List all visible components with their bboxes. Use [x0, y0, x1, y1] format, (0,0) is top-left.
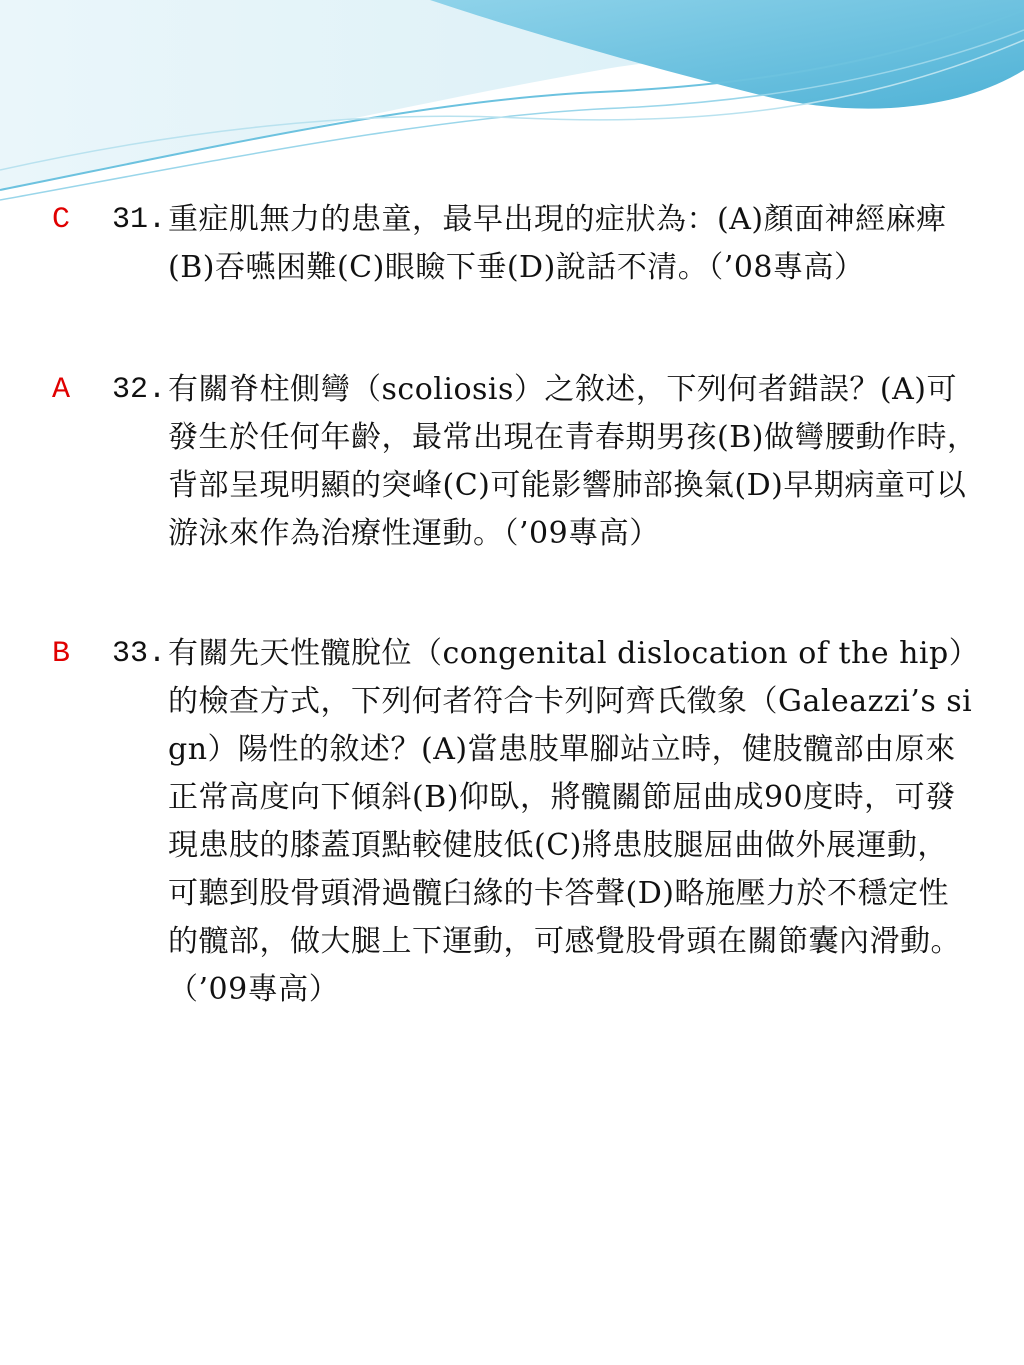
question-text: 有關脊柱側彎（scoliosis）之敘述，下列何者錯誤？(A)可發生於任何年齡，最常出現在青春期男孩(B)做彎腰動作時，背部呈現明顯的突峰(C)可能影響肺部換氣(D)早期病童可以游泳來作為治療性運動。（’09專高） [168, 372, 978, 551]
question-number: 33. [112, 637, 167, 671]
question-text: 重症肌無力的患童，最早出現的症狀為：(A)顏面神經麻痺(B)吞嚥困難(C)眼瞼下垂(D)說話不清。（’08專高） [168, 202, 947, 285]
answer-label: B [52, 637, 71, 671]
answer-label: A [52, 373, 71, 407]
question-number: 31. [112, 203, 167, 237]
question-number: 32. [112, 373, 167, 407]
answer-label: C [52, 203, 71, 237]
question-text: 有關先天性髖脫位（congenital dislocation of the hip）的檢查方式，下列何者符合卡列阿齊氏徵象（Galeazzi’s sign）陽性的敘述？(A)當患肢單腳站立時，健肢髖部由原來正常高度向下傾斜(B)仰臥，將髖關節屈曲成90度時，可發現患肢的膝蓋頂點較健肢低(C)將患肢腿屈曲做外展運動，可聽到股骨頭滑過髖臼緣的卡答聲(D)略施壓力於不穩定性的髖部，做大腿上下運動，可感覺股骨頭在關節囊內滑動。（’09專高） [168, 636, 973, 1007]
decorative-wave-header [0, 0, 1024, 210]
